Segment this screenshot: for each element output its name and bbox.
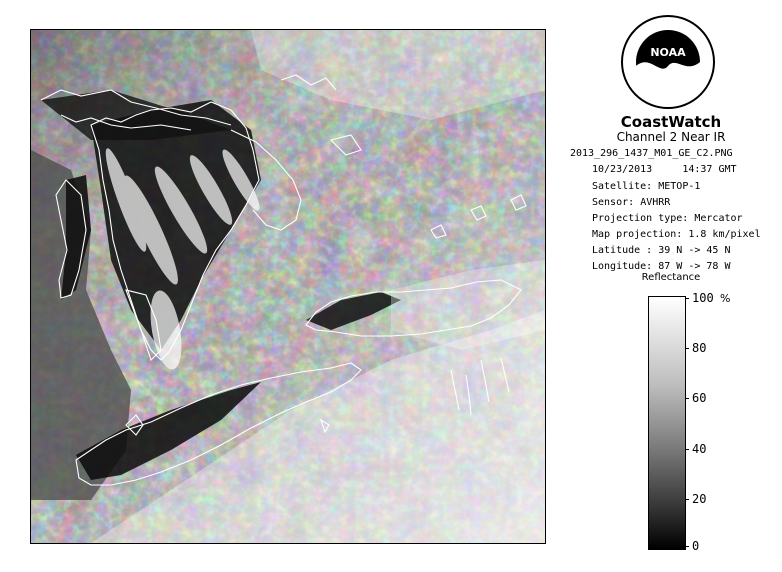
meta-projection-type: Projection type: Mercator: [592, 213, 743, 224]
meta-satellite: Satellite: METOP-1: [592, 181, 701, 192]
legend-title: Reflectance: [641, 272, 701, 283]
tick-mark: [685, 348, 689, 349]
satellite-image: [30, 29, 546, 544]
tick-mark: [685, 398, 689, 399]
reflectance-colorbar: [648, 296, 686, 550]
date-value: 10/23/2013: [592, 164, 653, 175]
channel-subtitle: Channel 2 Near IR: [616, 130, 726, 144]
filename: 2013_296_1437_M01_GE_C2.PNG: [570, 148, 733, 159]
meta-latitude: Latitude : 39 N -> 45 N: [592, 245, 731, 256]
tick-label: 0: [692, 539, 700, 553]
tick-mark: [685, 298, 689, 299]
tick-mark: [685, 499, 689, 500]
meta-longitude: Longitude: 87 W -> 78 W: [592, 261, 731, 272]
meta-map-projection: Map projection: 1.8 km/pixel: [592, 229, 761, 240]
tick-label: 80: [692, 341, 707, 355]
noaa-logo-text: NOAA: [650, 46, 686, 59]
tick-label: 100: [692, 291, 714, 305]
tick-mark: [685, 546, 689, 547]
tick-label: 40: [692, 442, 707, 456]
tick-label: 60: [692, 391, 707, 405]
app-title: CoastWatch: [620, 113, 722, 131]
noaa-logo: [620, 14, 716, 110]
legend-unit: %: [720, 292, 731, 305]
meta-sensor: Sensor: AVHRR: [592, 197, 671, 208]
tick-mark: [685, 449, 689, 450]
time-value: 14:37 GMT: [682, 164, 737, 175]
map-canvas: [31, 30, 545, 543]
tick-label: 20: [692, 492, 707, 506]
legend-panel: [560, 0, 782, 572]
datetime: [592, 164, 737, 175]
